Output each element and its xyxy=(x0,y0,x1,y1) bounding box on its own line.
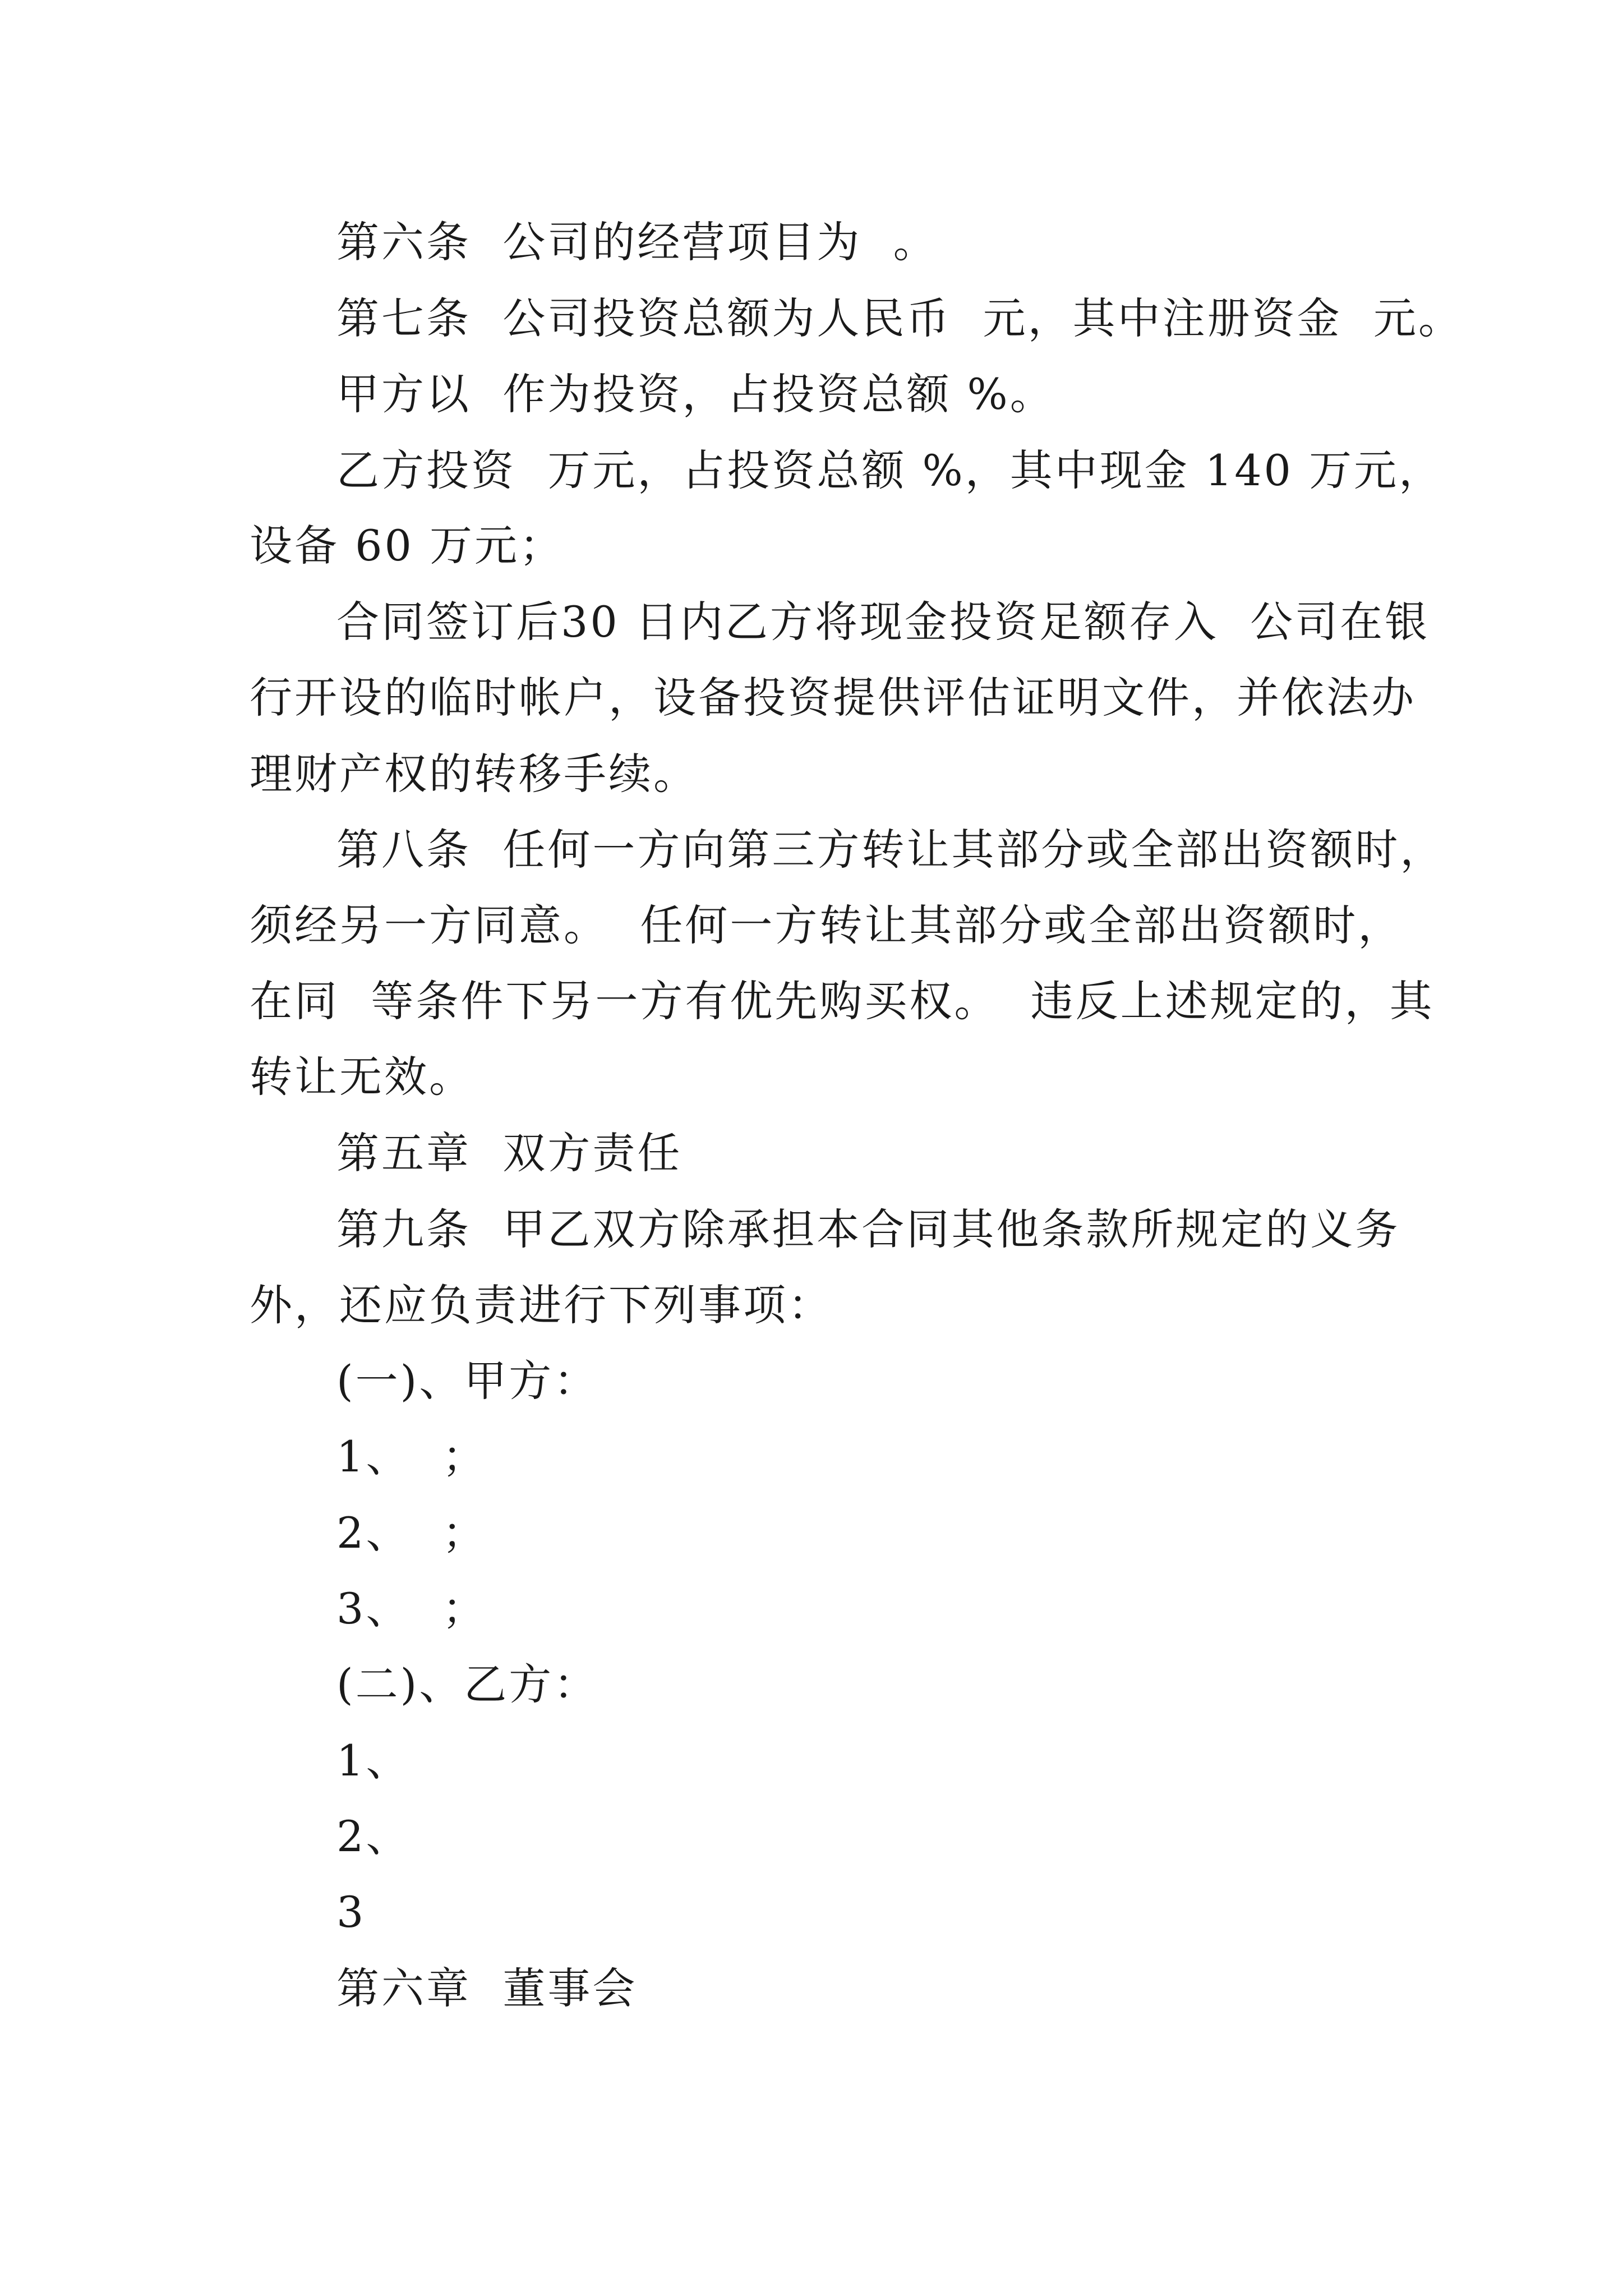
party-b-investment-cont: 设备 60 万元； xyxy=(250,521,565,570)
party-a-investment-line: 甲方以 作为投资，占投资总额 %。 xyxy=(336,369,1055,419)
article-8-line-4: 转让无效。 xyxy=(250,1052,474,1102)
party-a-item-2: 2、 ； xyxy=(336,1508,487,1558)
article-8-line-1: 第八条 任何一方向第三方转让其部分或全部出资额时， xyxy=(336,825,1445,875)
party-b-item-2: 2、 xyxy=(336,1811,411,1861)
chapter-5-heading: 第五章 双方责任 xyxy=(336,1128,683,1178)
article-9-line-2: 外，还应负责进行下列事项： xyxy=(250,1280,833,1330)
article-6-line: 第六条 公司的经营项目为 。 xyxy=(336,217,938,267)
article-9-line-1: 第九条 甲乙双方除承担本合同其他条款所规定的义务 xyxy=(336,1204,1400,1254)
party-a-heading: (一)、甲方： xyxy=(336,1356,599,1406)
article-8-line-3: 在同 等条件下另一方有优先购买权。 违反上述规定的，其 xyxy=(250,976,1435,1026)
article-8-line-2: 须经另一方同意。 任何一方转让其部分或全部出资额时， xyxy=(250,900,1403,950)
deposit-clause-line-1: 合同签订后30 日内乙方将现金投资足额存入 公司在银 xyxy=(336,597,1430,647)
deposit-clause-line-2: 行开设的临时帐户，设备投资提供评估证明文件，并依法办 xyxy=(250,673,1416,723)
party-b-item-3: 3 xyxy=(336,1887,366,1937)
party-b-heading: (二)、乙方： xyxy=(336,1659,599,1709)
party-b-item-1: 1、 xyxy=(336,1736,411,1786)
party-a-item-3: 3、 ； xyxy=(336,1584,487,1634)
article-7-line: 第七条 公司投资总额为人民币 元，其中注册资金 元。 xyxy=(336,293,1463,343)
chapter-6-heading: 第六章 董事会 xyxy=(336,1963,638,2013)
party-a-item-1: 1、 ； xyxy=(336,1432,487,1481)
party-b-investment-line: 乙方投资 万元，占投资总额 %，其中现金 140 万元， xyxy=(336,445,1444,495)
deposit-clause-line-3: 理财产权的转移手续。 xyxy=(250,749,698,799)
